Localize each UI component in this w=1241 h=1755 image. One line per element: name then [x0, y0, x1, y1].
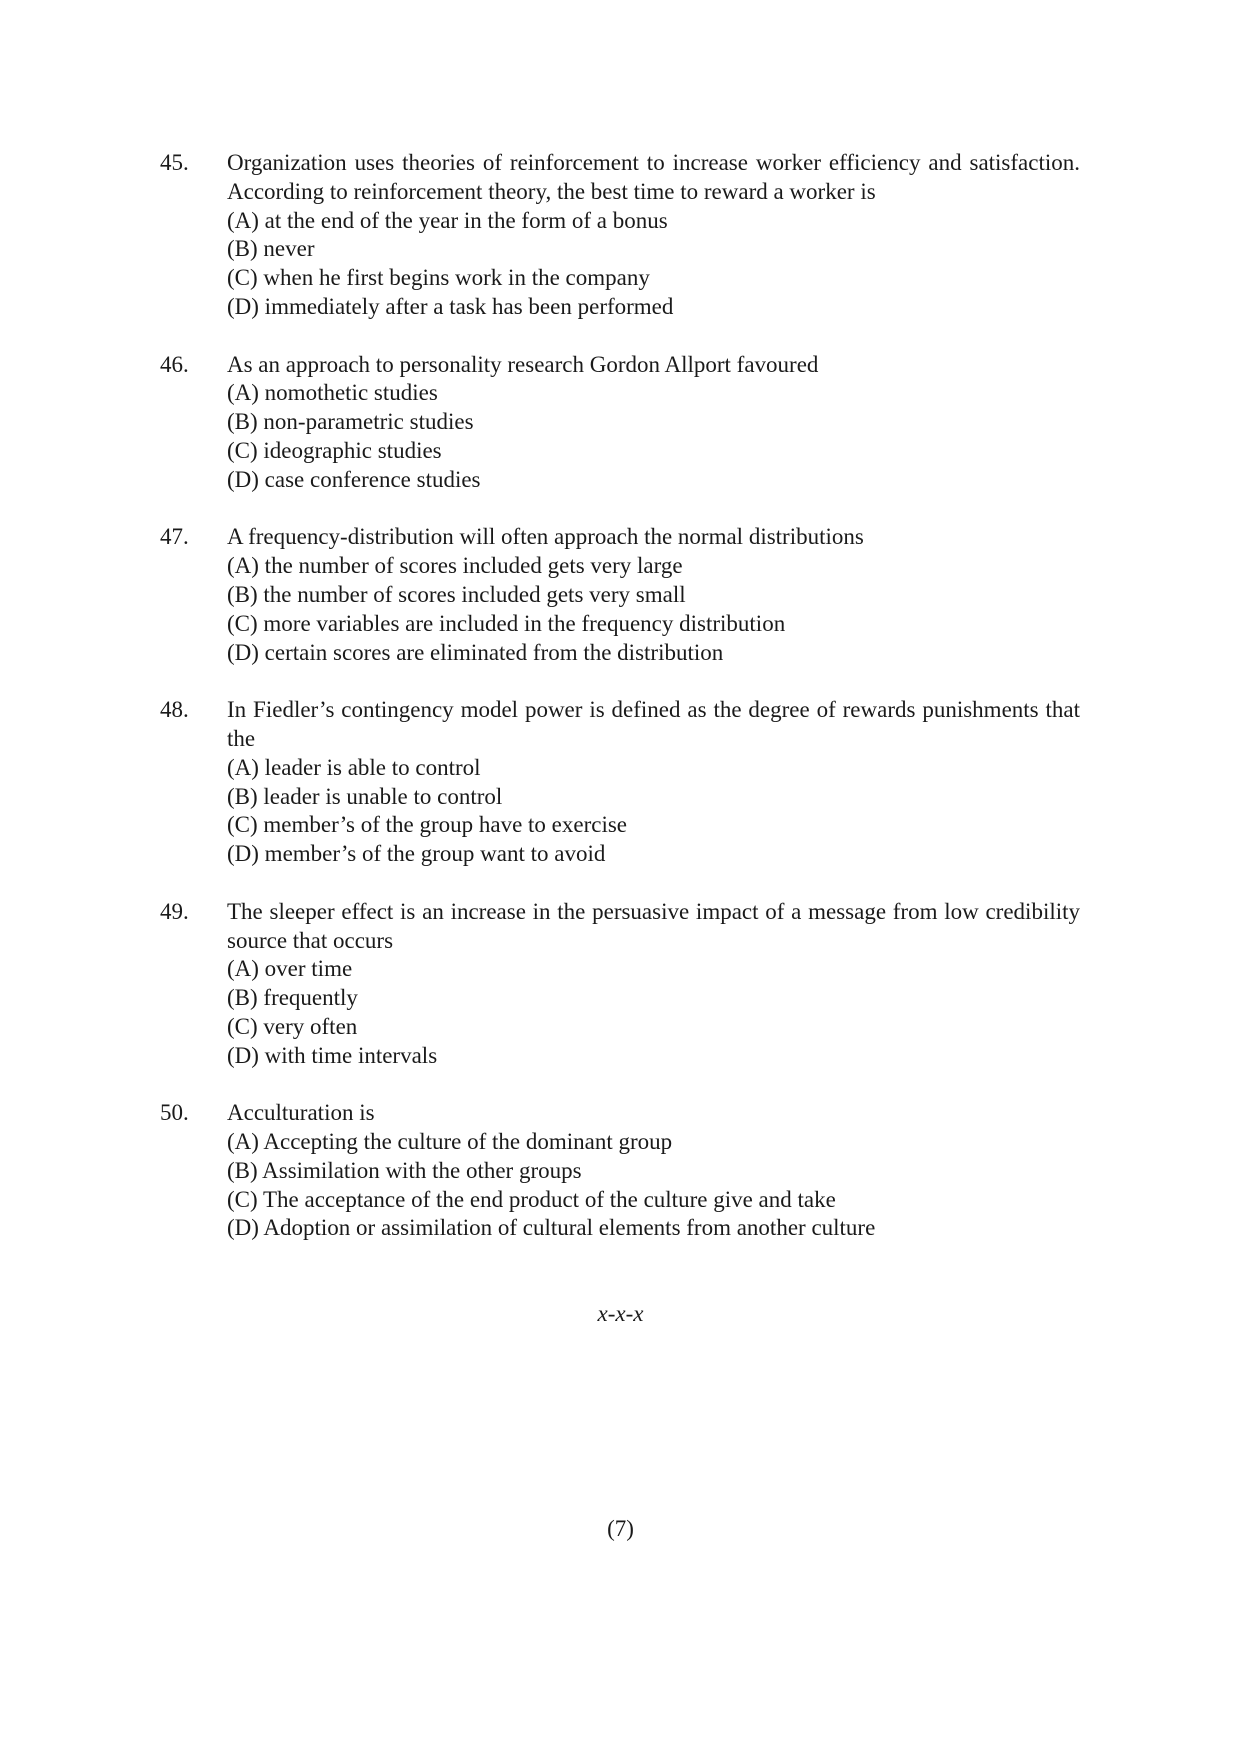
answer-option: (B) never	[227, 236, 315, 262]
answer-option: (D) member’s of the group want to avoid	[227, 841, 606, 867]
question-number: 50.	[160, 1100, 189, 1126]
answer-option: (B) the number of scores included gets very small	[227, 581, 686, 607]
answer-option: (D) Adoption or assimilation of cultural elements from another culture	[227, 1215, 876, 1241]
question-stem: In Fiedler’s contingency model power is defined as the degree of rewards punishments that the	[227, 697, 1080, 751]
question-4	[160, 696, 1080, 869]
answer-option: (D) case conference studies	[227, 466, 481, 492]
question-body	[227, 523, 1080, 667]
question-body	[227, 1099, 1080, 1243]
question-number: 47.	[160, 524, 189, 550]
question-body	[227, 898, 1080, 1071]
question-list	[160, 149, 1080, 1272]
answer-option: (B) leader is unable to control	[227, 783, 503, 809]
answer-option: (B) Assimilation with the other groups	[227, 1157, 582, 1183]
question-number: 45.	[160, 150, 189, 175]
answer-option: (A) Accepting the culture of the dominant group	[227, 1129, 673, 1155]
question-3	[160, 523, 1080, 667]
question-stem: Organization uses theories of reinforcement to increase worker efficiency and satisfaction. According to reinforcement theory, the best time to reward a worker is	[227, 150, 1080, 204]
answer-option: (A) the number of scores included gets very large	[227, 553, 683, 579]
answer-option: (D) immediately after a task has been performed	[227, 293, 674, 319]
answer-option: (C) when he first begins work in the company	[227, 265, 650, 291]
question-1	[160, 149, 1080, 322]
question-2	[160, 351, 1080, 495]
answer-option: (C) The acceptance of the end product of the culture give and take	[227, 1186, 836, 1212]
answer-option: (B) frequently	[227, 985, 358, 1011]
question-number: 46.	[160, 351, 189, 377]
answer-option: (C) very often	[227, 1013, 358, 1039]
question-number: 48.	[160, 697, 189, 723]
question-stem: The sleeper effect is an increase in the persuasive impact of a message from low credibility source that occurs	[227, 898, 1080, 953]
question-body	[227, 149, 1080, 322]
question-stem: A frequency-distribution will often approach the normal distributions	[227, 524, 864, 550]
question-6	[160, 1099, 1080, 1243]
answer-option: (C) more variables are included in the frequency distribution	[227, 610, 786, 636]
answer-option: (C) member’s of the group have to exercise	[227, 812, 628, 838]
answer-option: (A) nomothetic studies	[227, 380, 438, 406]
answer-option: (A) at the end of the year in the form of a bonus	[227, 207, 668, 233]
answer-option: (A) over time	[227, 956, 353, 982]
question-number: 49.	[160, 898, 189, 924]
answer-option: (C) ideographic studies	[227, 437, 442, 463]
question-stem: Acculturation is	[227, 1100, 375, 1126]
page-number: (7)	[607, 1516, 634, 1541]
answer-option: (B) non-parametric studies	[227, 409, 474, 435]
question-5	[160, 898, 1080, 1071]
answer-option: (D) certain scores are eliminated from the distribution	[227, 639, 724, 665]
answer-option: (A) leader is able to control	[227, 754, 481, 780]
question-body	[227, 351, 1080, 495]
end-mark: x-x-x	[597, 1301, 644, 1326]
answer-option: (D) with time intervals	[227, 1042, 438, 1068]
question-stem: As an approach to personality research Gordon Allport favoured	[227, 351, 819, 377]
question-body	[227, 696, 1080, 869]
